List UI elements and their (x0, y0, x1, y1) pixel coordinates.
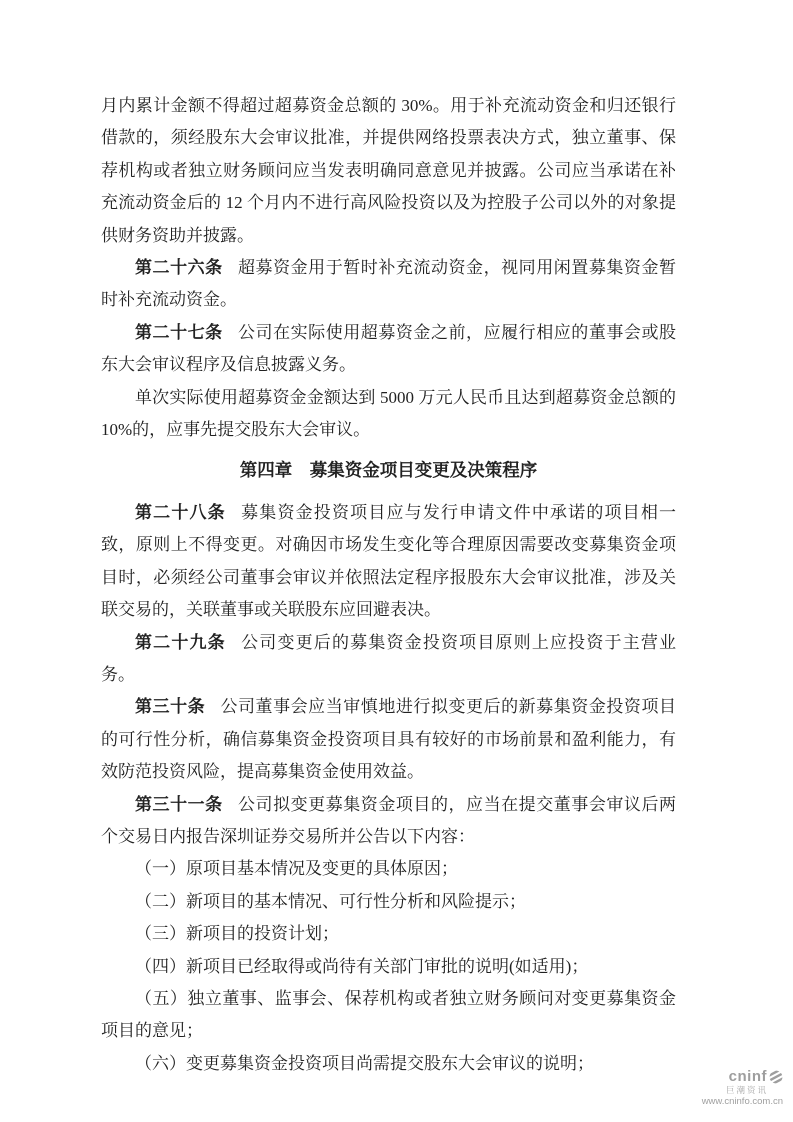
cninfo-logo (702, 1068, 783, 1108)
article-26 (101, 252, 676, 317)
list-item-5: （五）独立董事、监事会、保荐机构或者独立财务顾问对变更募集资金项目的意见； (101, 988, 676, 1041)
cninfo-swirl-icon (769, 1070, 783, 1084)
document-content (101, 90, 676, 1080)
article-27-label: 第二十七条 (135, 322, 223, 342)
list-item-1: （一）原项目基本情况及变更的具体原因； (135, 859, 458, 879)
article-30 (101, 691, 676, 788)
article-29 (101, 627, 676, 692)
article-30-label: 第三十条 (135, 697, 206, 717)
article-30-text: 公司董事会应当审慎地进行拟变更后的新募集资金投资项目的可行性分析，确信募集资金投资项目具有较好的市场前景和盈利能力，有效防范投资风险，提高募集资金使用效益。 (101, 697, 677, 782)
article-29-label: 第二十九条 (135, 632, 226, 652)
article-29-text: 公司变更后的募集资金投资项目原则上应投资于主营业务。 (101, 632, 677, 684)
article-31-label: 第三十一条 (135, 794, 223, 814)
cninfo-logo-chinese-name: 巨潮资讯 (725, 1085, 768, 1096)
article-31-text: 公司拟变更募集资金项目的，应当在提交董事会审议后两个交易日内报告深圳证券交易所并公告以下内容： (101, 794, 677, 846)
chapter-heading-title: 募集资金项目变更及决策程序 (309, 460, 538, 481)
list-item-3: （三）新项目的投资计划； (135, 924, 339, 944)
cninfo-logo-brand-row (702, 1068, 783, 1085)
article-28-label: 第二十八条 (135, 502, 226, 522)
article-26-label: 第二十六条 (135, 258, 223, 278)
article-27 (101, 317, 676, 382)
list-item-2: （二）新项目的基本情况、可行性分析和风险提示； (135, 891, 526, 911)
article-26-text: 超募资金用于暂时补充流动资金，视同用闲置募集资金暂时补充流动资金。 (101, 258, 677, 310)
paragraph-sub-clause: 单次实际使用超募资金金额达到 5000 万元人民币且达到超募资金总额的10%的，应事先提交股东大会审议。 (101, 387, 676, 440)
cninfo-logo-text: cninf (728, 1068, 767, 1086)
article-28 (101, 497, 676, 627)
article-31 (101, 789, 676, 854)
chapter-heading (101, 454, 676, 486)
cninfo-logo-url: www.cninfo.com.cn (701, 1096, 783, 1108)
article-28-text: 募集资金投资项目应与发行申请文件中承诺的项目相一致，原则上不得变更。对确因市场发生变化等合理原因需要改变募集资金项目时，必须经公司董事会审议并依照法定程序报股东大会审议批准，涉及关联交易的，关联董事或关联股东应回避表决。 (101, 502, 677, 620)
chapter-heading-label: 第四章 (239, 460, 293, 481)
paragraph-continuation: 月内累计金额不得超过超募资金总额的 30%。用于补充流动资金和归还银行借款的，须经股东大会审议批准，并提供网络投票表决方式，独立董事、保荐机构或者独立财务顾问应当发表明确同意意见并披露。公司应当承诺在补充流动资金后的 12 个月内不进行高风险投资以及为控股子公司以外的对象提供财务资助并披露。 (101, 96, 676, 245)
list-item-4: （四）新项目已经取得或尚待有关部门审批的说明(如适用)； (135, 956, 589, 976)
article-27-text: 公司在实际使用超募资金之前，应履行相应的董事会或股东大会审议程序及信息披露义务。 (101, 322, 677, 375)
list-item-6: （六）变更募集资金投资项目尚需提交股东大会审议的说明； (135, 1053, 594, 1073)
